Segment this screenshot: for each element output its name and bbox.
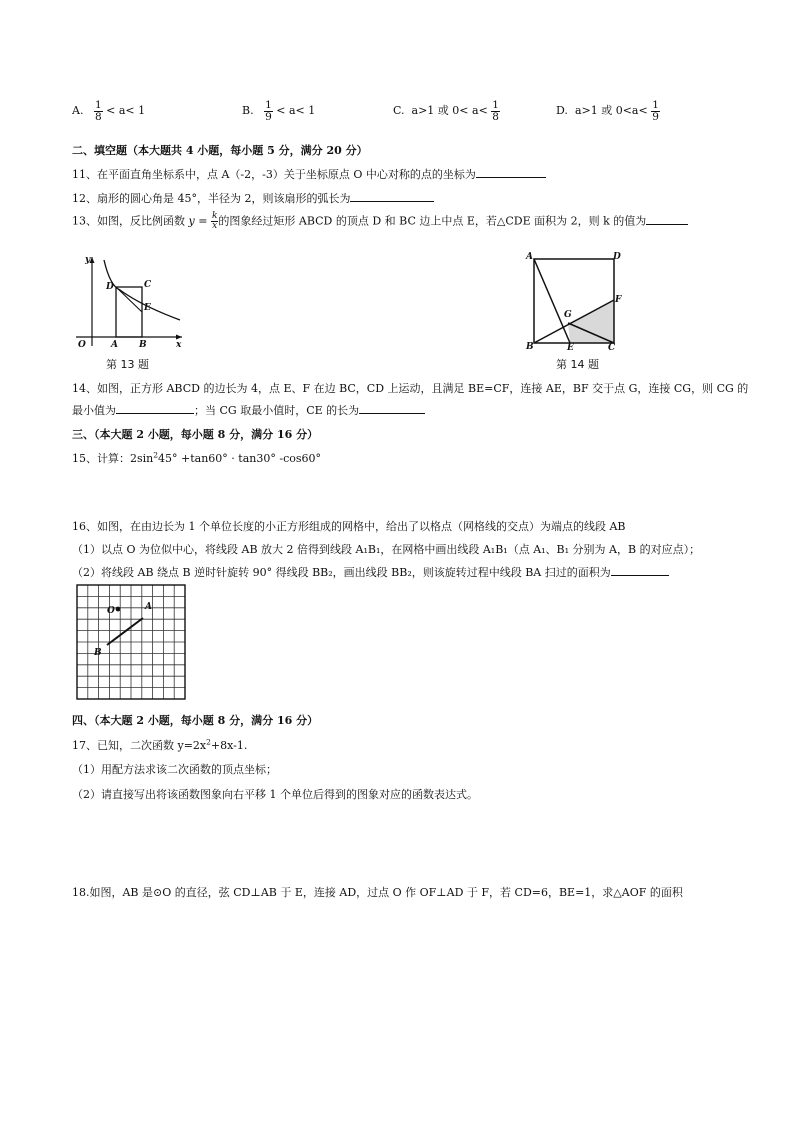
question-16-part-1: （1）以点 O 为位似中心，将线段 AB 放大 2 倍得到线段 A₁B₁，在网格中画出线段 A₁B₁（点 A₁、B₁ 分别为 A，B 的对应点）； [72,543,701,556]
question-17-part-1: （1）用配方法求该二次函数的顶点坐标； [72,763,277,776]
choice-d: D. a>1 或 0<a< $\frac{1}{9}$ [556,99,659,123]
label-a: A [526,252,533,262]
k-over-x-fraction: $\frac{k}{x}$ [211,211,218,231]
question-15: 15、计算：$2\sin^245^\circ +\tan 60^\circ \cdot \tan 30^\circ$ -cos60° [72,450,321,465]
label-a: A [111,340,118,349]
answer-blank[interactable] [350,191,434,202]
question-13: 13、如图，反比例函数 y = $\frac{k}{x}$ 的图象经过矩形 ABCD 的顶点 D 和 BC 边上中点 E，若△CDE 面积为 2，则 k 的值为 [72,212,688,231]
label-b: B [94,648,102,658]
figure-13 [72,254,184,349]
question-16-stem: 16、如图，在由边长为 1 个单位长度的小正方形组成的网格中，给出了以格点（网格线的交点）为端点的线段 AB [72,520,626,533]
answer-blank[interactable] [611,565,669,576]
y-axis-arrow [90,257,95,263]
point-o [116,607,121,612]
question-16-part-2: （2）将线段 AB 绕点 B 逆时针旋转 90° 得线段 BB₂，画出线段 BB₂，则该旋转过程中线段 BA 扫过的面积为 [72,564,669,580]
label-b: B [526,342,534,350]
label-c: C [144,280,152,290]
question-14-line-2: 最小值为 ；当 CG 取最小值时，CE 的长为 [72,402,425,418]
label-f: F [615,295,622,305]
choice-c: C. a>1 或 0< a< $\frac{1}{8}$ [393,99,499,123]
x-axis-arrow [176,335,182,340]
figure-14-square [522,250,628,350]
answer-blank[interactable] [359,403,425,414]
choice-b-fraction: $\frac{1}{9}$ [265,99,272,123]
label-e: E [567,343,574,350]
question-17-part-2: （2）请直接写出将该函数图象向右平移 1 个单位后得到的图象对应的函数表达式。 [72,788,478,801]
figure-13-graph [72,254,184,349]
label-c: C [608,343,616,350]
answer-blank[interactable] [646,214,688,225]
question-14-line-1: 14、如图，正方形 ABCD 的边长为 4，点 E、F 在边 BC，CD 上运动，且满足 BE=CF，连接 AE，BF 交于点 G，连接 CG，则 CG 的 [72,382,749,395]
question-17-stem: 17、已知，二次函数 $y=2x^2+8x-1$. [72,737,248,752]
label-o: O [78,340,86,349]
figure-14-caption: 第 14 题 [556,358,599,371]
choice-c-fraction: $\frac{1}{8}$ [492,99,499,123]
grid-svg [76,584,186,701]
section-heading-2: 二、填空题（本大题共 4 小题，每小题 5 分，满分 20 分） [72,144,368,157]
label-x: x [176,340,182,349]
answer-blank[interactable] [116,403,194,414]
label-g: G [564,310,572,320]
figure-13-caption: 第 13 题 [106,358,149,371]
segment-ab [107,618,143,645]
label-b: B [139,340,147,349]
label-d: D [613,252,621,262]
choice-b: B. $\frac{1}{9}$ < a< 1 [242,99,316,123]
section-heading-3: 三、（本大题 2 小题，每小题 8 分，满分 16 分） [72,428,319,441]
figure-14 [522,250,628,350]
segment-ae [534,259,570,343]
figure-16-grid [76,584,186,701]
label-o: O [107,606,115,616]
answer-blank[interactable] [476,167,546,178]
label-d: D [106,282,114,292]
segment-de [116,287,142,312]
rectangle-abcd [116,287,142,337]
label-e: E [144,303,151,313]
choice-a-fraction: $\frac{1}{8}$ [94,99,102,123]
label-y: y [85,255,91,265]
question-18: 18.如图，AB 是⊙O 的直径，弦 CD⊥AB 于 E，连接 AD，过点 O 作 OF⊥AD 于 F，若 CD=6，BE=1，求△AOF 的面积 [72,886,683,899]
question-12: 12、扇形的圆心角是 45°，半径为 2，则该扇形的弧长为 [72,190,434,206]
section-heading-4: 四、（本大题 2 小题，每小题 8 分，满分 16 分） [72,714,319,727]
choice-a: A. $\frac{1}{8}$ < a< 1 [72,99,146,123]
question-11: 11、在平面直角坐标系中，点 A（-2，-3）关于坐标原点 O 中心对称的点的坐标为 [72,166,546,182]
label-a: A [145,602,152,612]
choice-d-fraction: $\frac{1}{9}$ [652,99,659,123]
